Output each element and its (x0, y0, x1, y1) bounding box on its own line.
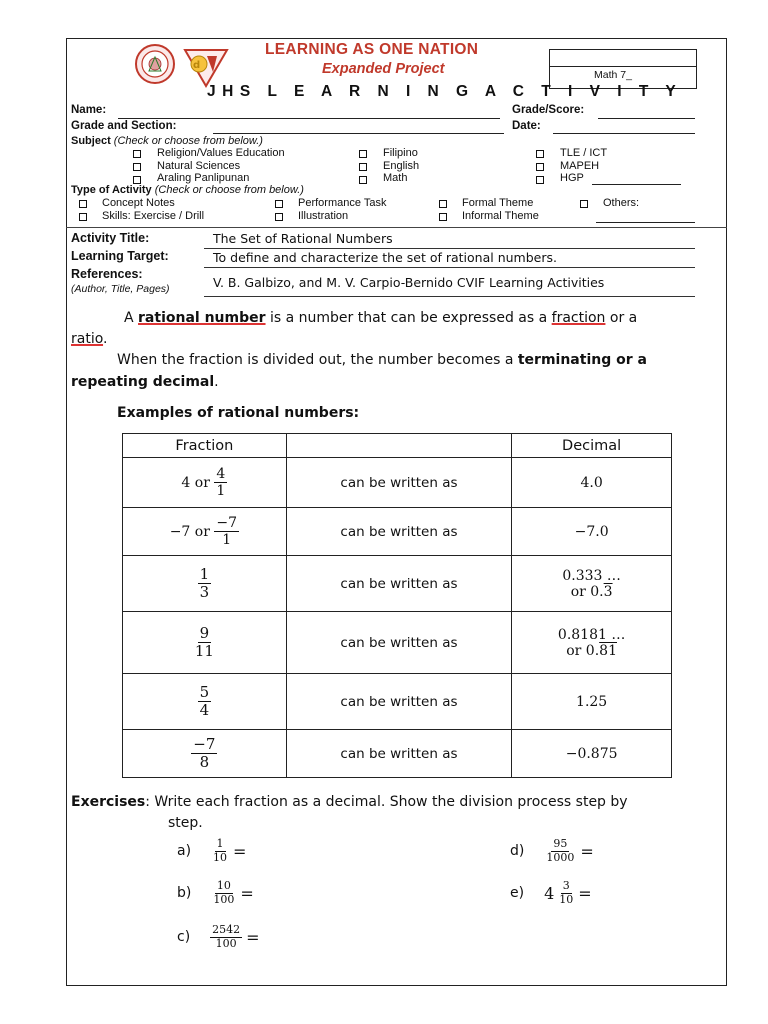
fraction (214, 515, 239, 548)
numerator: 10 (216, 878, 231, 892)
numerator: −7 (193, 734, 216, 753)
fraction-cell (123, 612, 287, 674)
decimal-value: 0.333 … (562, 567, 621, 584)
svg-text:d: d (193, 60, 201, 71)
connector-cell: can be written as (286, 556, 512, 612)
connector-cell: can be written as (286, 674, 512, 730)
hgp-line[interactable] (592, 184, 681, 185)
fraction (198, 684, 212, 720)
numerator: 4 (216, 465, 226, 482)
checkbox-math[interactable] (359, 176, 367, 184)
exercises-instruction-cont: step. (168, 815, 203, 831)
activity-type-label: Type of Activity (71, 184, 152, 196)
numerator: −7 (216, 514, 238, 531)
equals-sign: = (578, 883, 592, 903)
subject-option-mapeh: MAPEH (560, 160, 600, 172)
exercise-item-b (177, 876, 254, 910)
exercise-expression (211, 838, 246, 864)
subject-option-filipino: Filipino (383, 147, 418, 159)
deped-seal-logo (136, 45, 174, 83)
checkbox-mapeh[interactable] (536, 163, 544, 171)
name-line[interactable] (118, 118, 500, 119)
denominator: 3 (199, 583, 210, 601)
equals-sign: = (233, 841, 247, 861)
checkbox-formal-theme[interactable] (439, 200, 447, 208)
subject-hint: (Check or choose from below.) (113, 135, 263, 147)
fraction-cell (123, 458, 287, 508)
numerator: 1 (216, 836, 224, 850)
checkbox-english[interactable] (359, 163, 367, 171)
exercise-item-c (177, 920, 260, 954)
decimal-prefix: or 0. (570, 583, 604, 600)
p1-text-a: A (124, 310, 139, 326)
decimal-cell: −0.875 (512, 730, 672, 778)
decimal-repeating (512, 584, 671, 600)
references-label: References: (71, 267, 143, 281)
term-rational-number: rational number (138, 310, 266, 326)
mixed-whole: 4 (544, 883, 555, 903)
term-ratio: ratio (71, 331, 104, 347)
paragraph-1-cont (71, 331, 108, 347)
numerator: 5 (199, 682, 210, 701)
fraction-whole: 4 or (181, 474, 210, 491)
activity-heading: JHS L E A R N I N G A C T I V I T Y (207, 83, 683, 100)
activity-option-performance-task: Performance Task (298, 197, 387, 209)
decimal-cell (512, 612, 672, 674)
examples-table (122, 433, 672, 778)
name-label: Name: (71, 104, 107, 116)
denominator: 1000 (546, 850, 575, 864)
p1-text-end: . (103, 331, 108, 347)
subject-option-religion: Religion/Values Education (157, 147, 285, 159)
subject-option-natural-sciences: Natural Sciences (157, 160, 241, 172)
school-logos (133, 42, 229, 88)
checkbox-hgp[interactable] (536, 176, 544, 184)
activity-title-label: Activity Title: (71, 231, 150, 245)
repeating-digits: 3 (603, 583, 613, 600)
checkbox-others[interactable] (580, 200, 588, 208)
exercises-label: Exercises (71, 794, 146, 810)
fraction-cell (123, 674, 287, 730)
learning-target-value: To define and characterize the set of rational numbers. (213, 250, 557, 265)
fraction (211, 838, 229, 864)
exercises-instruction (71, 794, 628, 810)
header-fraction: Fraction (123, 434, 287, 458)
equals-sign: = (246, 927, 260, 947)
division-emblem-logo (185, 50, 227, 86)
activity-title-value: The Set of Rational Numbers (213, 231, 393, 246)
subject-option-math: Math (383, 172, 408, 184)
subject-option-hgp: HGP (560, 172, 584, 184)
paragraph-1 (124, 310, 637, 326)
learning-target-line (204, 267, 695, 268)
references-line (204, 296, 695, 297)
section-divider (66, 227, 727, 228)
exercise-letter: e) (510, 885, 525, 901)
term-terminating: terminating or a (517, 352, 647, 368)
checkbox-religion[interactable] (133, 150, 141, 158)
fraction (214, 466, 227, 499)
denominator: 1 (222, 532, 232, 548)
checkbox-performance-task[interactable] (275, 200, 283, 208)
exercise-expression (544, 880, 592, 906)
denominator: 4 (199, 701, 210, 719)
paragraph-2-cont (71, 374, 219, 390)
numerator: 3 (562, 878, 570, 892)
denominator: 100 (215, 936, 237, 950)
subject-heading (71, 135, 263, 147)
grade-score-label: Grade/Score: (512, 104, 585, 116)
numerator: 1 (199, 564, 210, 583)
table-header-row (123, 434, 672, 458)
exercise-expression (544, 838, 593, 864)
numerator: 95 (553, 836, 568, 850)
p2-text-end: . (214, 374, 219, 390)
math-box-label: Math 7_ (594, 69, 632, 81)
subject-option-tle-ict: TLE / ICT (560, 147, 608, 159)
decimal-cell: 1.25 (512, 674, 672, 730)
activity-option-concept-notes: Concept Notes (102, 197, 175, 209)
grade-section-line[interactable] (213, 133, 504, 134)
exercise-expression (210, 924, 259, 950)
repeating-digits: 81 (599, 642, 617, 659)
connector-cell: can be written as (286, 508, 512, 556)
table-row (123, 612, 672, 674)
fraction (193, 625, 216, 661)
fraction (210, 924, 242, 950)
denominator: 8 (199, 753, 210, 771)
grade-section-label: Grade and Section: (71, 120, 177, 132)
examples-heading: Examples of rational numbers: (117, 405, 360, 421)
connector-cell: can be written as (286, 458, 512, 508)
table-row (123, 556, 672, 612)
decimal-cell: −7.0 (512, 508, 672, 556)
activity-option-informal-theme: Informal Theme (462, 210, 539, 222)
exercise-letter: d) (510, 843, 525, 859)
table-row (123, 730, 672, 778)
date-label: Date: (512, 120, 541, 132)
checkbox-tle-ict[interactable] (536, 150, 544, 158)
header-title: LEARNING AS ONE NATION (265, 41, 479, 58)
decimal-cell: 4.0 (512, 458, 672, 508)
activity-option-others: Others: (603, 197, 640, 209)
exercise-item-e (510, 876, 592, 910)
decimal-value: 0.8181 … (557, 626, 626, 643)
exercise-letter: c) (177, 929, 191, 945)
checkbox-natural-sciences[interactable] (133, 163, 141, 171)
exercise-letter: b) (177, 885, 192, 901)
checkbox-skills[interactable] (79, 213, 87, 221)
fraction-cell (123, 556, 287, 612)
header-empty (286, 434, 512, 458)
denominator: 10 (559, 892, 574, 906)
exercise-item-d (510, 834, 594, 868)
decimal-cell (512, 556, 672, 612)
decimal-repeating (512, 643, 671, 659)
exercises-instruction-text: : Write each fraction as a decimal. Show the division process step by (145, 794, 628, 810)
denominator: 100 (213, 892, 235, 906)
numerator: 2542 (212, 922, 241, 936)
fraction-cell (123, 508, 287, 556)
subject-option-araling-panlipunan: Araling Panlipunan (157, 172, 250, 184)
p2-text-a: When the fraction is divided out, the number becomes a (117, 352, 518, 368)
connector-cell: can be written as (286, 730, 512, 778)
term-fraction: fraction (551, 310, 606, 326)
fraction (198, 566, 212, 602)
equals-sign: = (580, 841, 594, 861)
checkbox-informal-theme[interactable] (439, 213, 447, 221)
exercise-item-a (177, 834, 246, 868)
decimal-prefix: or 0. (566, 642, 600, 659)
learning-target-label: Learning Target: (71, 249, 169, 263)
p1-text-c: or a (605, 310, 638, 326)
activity-option-illustration: Illustration (298, 210, 349, 222)
header-decimal: Decimal (512, 434, 672, 458)
exercise-expression (211, 880, 253, 906)
paragraph-2 (117, 352, 647, 368)
activity-option-formal-theme: Formal Theme (462, 197, 534, 209)
checkbox-illustration[interactable] (275, 213, 283, 221)
denominator: 11 (194, 642, 214, 660)
table-row (123, 458, 672, 508)
activity-option-skills: Skills: Exercise / Drill (102, 210, 205, 222)
checkbox-araling-panlipunan[interactable] (133, 176, 141, 184)
p1-text-b: is a number that can be expressed as a (265, 310, 552, 326)
table-row (123, 508, 672, 556)
references-value: V. B. Galbizo, and M. V. Carpio-Bernido CVIF Learning Activities (213, 275, 605, 290)
equals-sign: = (240, 883, 254, 903)
denominator: 1 (216, 483, 226, 499)
grade-score-line[interactable] (598, 118, 695, 119)
checkbox-concept-notes[interactable] (79, 200, 87, 208)
checkbox-filipino[interactable] (359, 150, 367, 158)
header-subtitle: Expanded Project (322, 61, 445, 77)
fraction (211, 880, 236, 906)
denominator: 10 (213, 850, 228, 864)
activity-type-hint: (Check or choose from below.) (154, 184, 304, 196)
fraction (191, 736, 217, 772)
connector-cell: can be written as (286, 612, 512, 674)
subject-option-english: English (383, 160, 420, 172)
fraction-cell (123, 730, 287, 778)
exercise-letter: a) (177, 843, 192, 859)
fraction-whole: −7 or (169, 523, 210, 540)
date-line[interactable] (553, 133, 695, 134)
term-repeating-decimal: repeating decimal (71, 374, 215, 390)
activity-type-heading (71, 184, 304, 196)
table-row (123, 674, 672, 730)
activity-title-line (204, 248, 695, 249)
numerator: 9 (199, 623, 210, 642)
fraction (557, 880, 575, 906)
subject-label: Subject (71, 135, 111, 147)
fraction (544, 838, 576, 864)
references-hint: (Author, Title, Pages) (71, 283, 170, 295)
others-line[interactable] (596, 222, 695, 223)
